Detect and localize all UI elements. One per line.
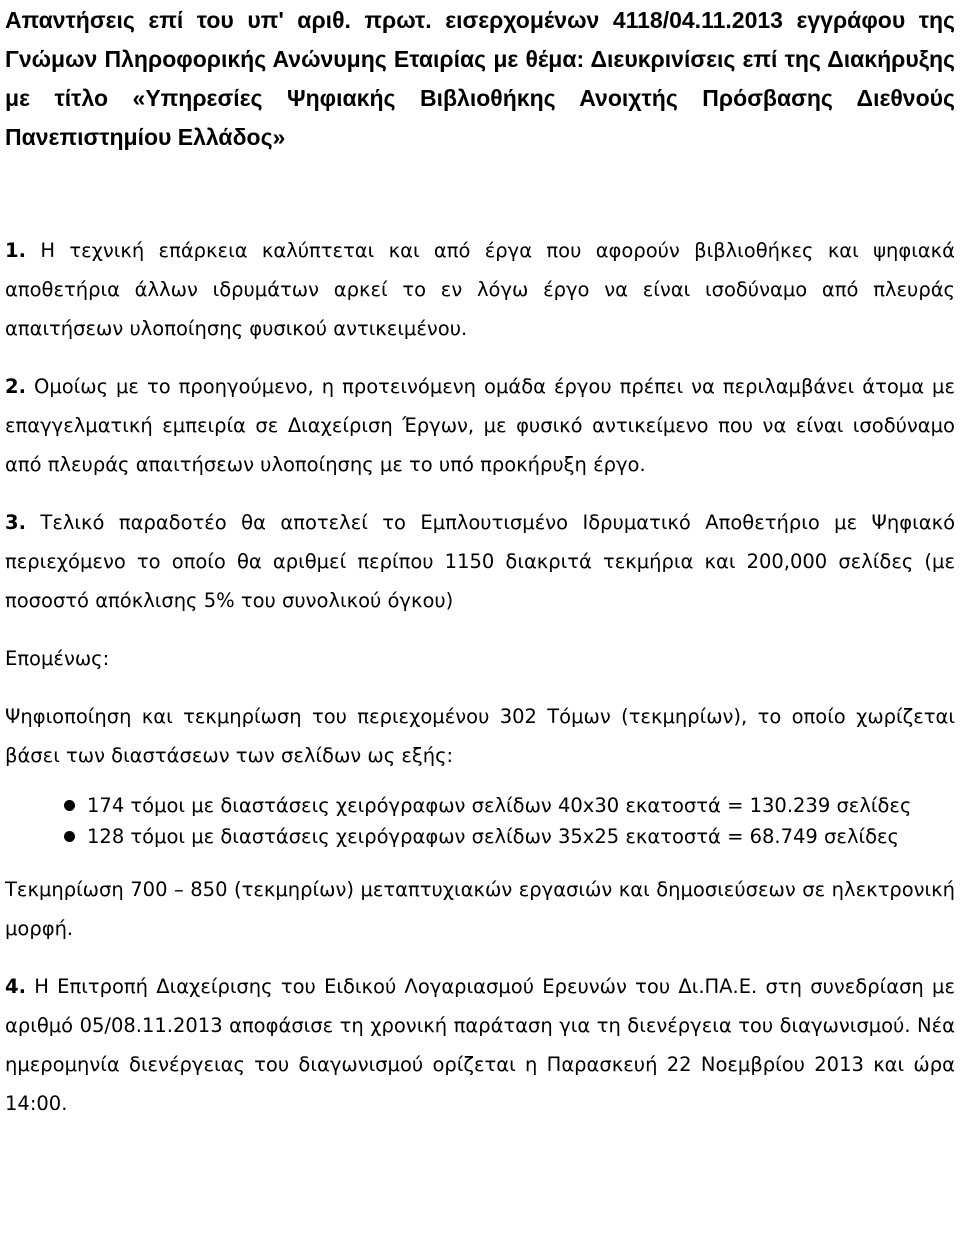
- paragraph-item-3: [5, 503, 955, 620]
- document-title: Απαντήσεις επί του υπ' αριθ. πρωτ. εισερχομένων 4118/04.11.2013 εγγράφου της Γνώμων Πληροφορικής Ανώνυμης Εταιρίας με θέμα: Διευκρινίσεις επί της Διακήρυξης με τίτλο «Υπηρεσίες Ψηφιακής Βιβλιοθήκης Ανοιχτής Πρόσβασης Διεθνούς Πανεπιστημίου Ελλάδος»: [5, 7, 955, 150]
- bullet-text: 128 τόμοι με διαστάσεις χειρόγραφων σελίδων 35x25 εκατοστά = 68.749 σελίδες: [87, 825, 899, 848]
- item-text: Ομοίως με το προηγούμενο, η προτεινόμενη ομάδα έργου πρέπει να περιλαμβάνει άτομα με επαγγελματική εμπειρία σε Διαχείριση Έργων, με φυσικό αντικείμενο που να είναι ισοδύναμο από πλευράς απαιτήσεων υλοποίησης με το υπό προκήρυξη έργο.: [5, 375, 955, 476]
- list-item: [5, 790, 955, 821]
- item-number: 3.: [5, 511, 26, 534]
- document-page: [5, 0, 955, 1123]
- digitization-paragraph: Ψηφιοποίηση και τεκμηρίωση του περιεχομένου 302 Τόμων (τεκμηρίων), το οποίο χωρίζεται βάσει των διαστάσεων των σελίδων ως εξής:: [5, 705, 955, 767]
- paragraph-item-2: [5, 367, 955, 484]
- bullet-icon: [64, 800, 75, 811]
- list-item: [5, 821, 955, 852]
- paragraph-item-1: [5, 231, 955, 348]
- item-text: Τελικό παραδοτέο θα αποτελεί το Εμπλουτισμένο Ιδρυματικό Αποθετήριο με Ψηφιακό περιεχόμενο το οποίο θα αριθμεί περίπου 1150 διακριτά τεκμήρια και 200,000 σελίδες (με ποσοστό απόκλισης 5% του συνολικού όγκου): [5, 511, 955, 612]
- paragraph-item-4: [5, 967, 955, 1123]
- item-text: Η Επιτροπή Διαχείρισης του Ειδικού Λογαριασμού Ερευνών του Δι.ΠΑ.Ε. στη συνεδρίαση με αριθμό 05/08.11.2013 αποφάσισε τη χρονική παράταση για τη διενέργεια του διαγωνισμού. Νέα ημερομηνία διενέργειας του διαγωνισμού ορίζεται η Παρασκευή 22 Νοεμβρίου 2013 και ώρα 14:00.: [5, 975, 955, 1115]
- bullet-text: 174 τόμοι με διαστάσεις χειρόγραφων σελίδων 40x30 εκατοστά = 130.239 σελίδες: [87, 794, 912, 817]
- item-number: 1.: [5, 239, 26, 262]
- therefore-label: Επομένως:: [5, 647, 110, 670]
- item-text: Η τεχνική επάρκεια καλύπτεται και από έργα που αφορούν βιβλιοθήκες και ψηφιακά αποθετήρια άλλων ιδρυμάτων αρκεί το εν λόγω έργο να είναι ισοδύναμο από πλευράς απαιτήσεων υλοποίησης φυσικού αντικειμένου.: [5, 239, 955, 340]
- bullet-list: [5, 790, 955, 852]
- documentation-paragraph: Τεκμηρίωση 700 – 850 (τεκμηρίων) μεταπτυχιακών εργασιών και δημοσιεύσεων σε ηλεκτρονική μορφή.: [5, 878, 955, 940]
- bullet-icon: [64, 831, 75, 842]
- item-number: 4.: [5, 975, 26, 998]
- item-number: 2.: [5, 375, 26, 398]
